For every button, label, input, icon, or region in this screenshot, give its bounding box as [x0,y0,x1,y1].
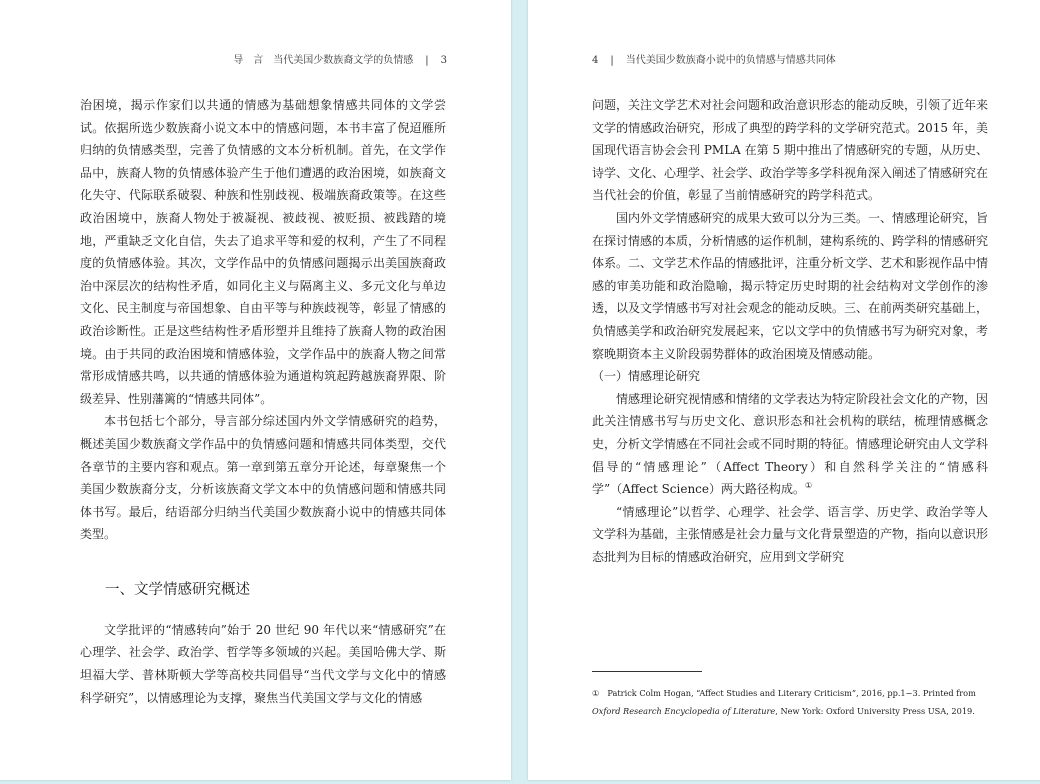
footnote [592,684,992,720]
right-page [528,0,1040,780]
paragraph: “情感理论”以哲学、心理学、社会学、语言学、历史学、政治学等人文学科为基础，主张情感是社会力量与文化背景塑造的产物，指向以意识形态批判为目标的情感政治研究，应用到文学研究 [592,504,989,564]
paragraph: 国内外文学情感研究的成果大致可以分为三类。一、情感理论研究，旨在探讨情感的本质，分析情感的运作机制，建构系统的、跨学科的情感研究体系。二、文学艺术作品的情感批评，注重分析文学、艺术和影视作品中情感的审美功能和政治隐喻，揭示特定历史时期的社会结构对文学创作的渗透，以及文学情感书写对社会观念的能动反映。三、在前两类研究基础上，负情感美学和政治研究发展起来，它以文学中的负情感书写为研究对象，考察晚期资本主义阶段弱势群体的政治困境及情感动能。 [592,210,989,361]
page-body [592,94,988,568]
page-number: 3 [440,55,447,66]
running-header [592,51,836,66]
running-header-title: 导 言 当代美国少数族裔文学的负情感 [233,55,414,66]
running-header-title: 当代美国少数族裔小说中的负情感与情感共同体 [625,55,836,66]
page-number: 4 [592,55,599,66]
paragraph: 治困境，揭示作家们以共通的情感为基础想象情感共同体的文学尝试。依据所选少数族裔小说文本中的情感问题，本书丰富了倪迢雁所归纳的负情感类型，完善了负情感的文本分析机制。首先，在文学作品中，族裔人物的负情感体验产生于他们遭遇的政治困境，如族裔文化失守、代际联系破裂、种族和性别歧视、极端族裔政策等。在这些政治困境中，族裔人物处于被凝视、被歧视、被贬损、被践踏的境地，严重缺乏文化自信，失去了追求平等和爱的权利，产生了不同程度的负情感体验。其次，文学作品中的负情感问题揭示出美国族裔政治中深层次的结构性矛盾，如同化主义与隔离主义、多元文化与单边文化、民主制度与帝国想象、自由平等与种族歧视等，彰显了情感的政治诊断性。正是这些结构性矛盾形塑并且维持了族裔人物的政治困境。由于共同的政治困境和情感体验，文学作品中的族裔人物之间常常形成情感共鸣，以共通的情感体验为通道构筑起跨越族裔界限、阶级差异、性别藩篱的“情感共同体”。 [80,98,446,406]
paragraph: 问题，关注文学艺术对社会问题和政治意识形态的能动反映，引领了近年来文学的情感政治研究，形成了典型的跨学科的文学研究范式。2015 年，美国现代语言协会会刊 PMLA 在第 5 期中推出了情感研究的专题，从历史、诗学、文化、心理学、社会学、政治学等多学科视角深入阐述了情感研究在当代社会的价值，彰显了当前情感研究的跨学科范式。 [592,98,989,203]
paragraph-text: 情感理论研究视情感和情绪的文学表达为特定阶段社会文化的产物，因此关注情感书写与历史文化、意识形态和社会机构的联结，梳理情感概念史，分析文学情感在不同社会或不同时期的特征。情感理论研究由人文学科倡导的“情感理论”（Affect Theory）和自然科学关注的“情感科学”（Affect Science）两大路径构成。 [592,391,989,497]
subsection-title: （一）情感理论研究 [592,369,701,384]
left-page [0,0,511,780]
paragraph: 文学批评的“情感转向”始于 20 世纪 90 年代以来“情感研究”在心理学、社会学、政治学、哲学等多领域的兴起。美国哈佛大学、斯坦福大学、普林斯顿大学等高校共同倡导“当代文学与文化中的情感科学研究”，以情感理论为支撑，聚焦当代美国文学与文化的情感 [80,622,446,705]
footnote-rule [592,671,702,672]
section-title: 一、文学情感研究概述 [105,581,250,598]
header-separator: | [425,55,429,66]
footnote-mark: ① [592,688,600,698]
page-body [80,94,446,709]
footnote-text: Patrick Colm Hogan, “Affect Studies and Literary Criticism”, 2016, pp.1−3. Printed from [607,688,976,698]
footnote-reference[interactable]: ① [805,481,813,491]
header-separator: | [610,55,614,66]
running-header [233,51,447,66]
footnote-source-title: Oxford Research Encyclopedia of Literature [592,706,776,716]
paragraph: 本书包括七个部分，导言部分综述国内外文学情感研究的趋势，概述美国少数族裔文学作品中的负情感问题和情感共同体类型，交代各章节的主要内容和观点。第一章到第五章分开论述，每章聚焦一个美国少数族裔分支，分析该族裔文学文本中的负情感问题和情感共同体书写。最后，结语部分归纳当代美国少数族裔小说中的情感共同体类型。 [80,414,446,542]
footnote-text: , New York: Oxford University Press USA, 2019. [775,706,975,716]
paragraph [592,388,988,501]
